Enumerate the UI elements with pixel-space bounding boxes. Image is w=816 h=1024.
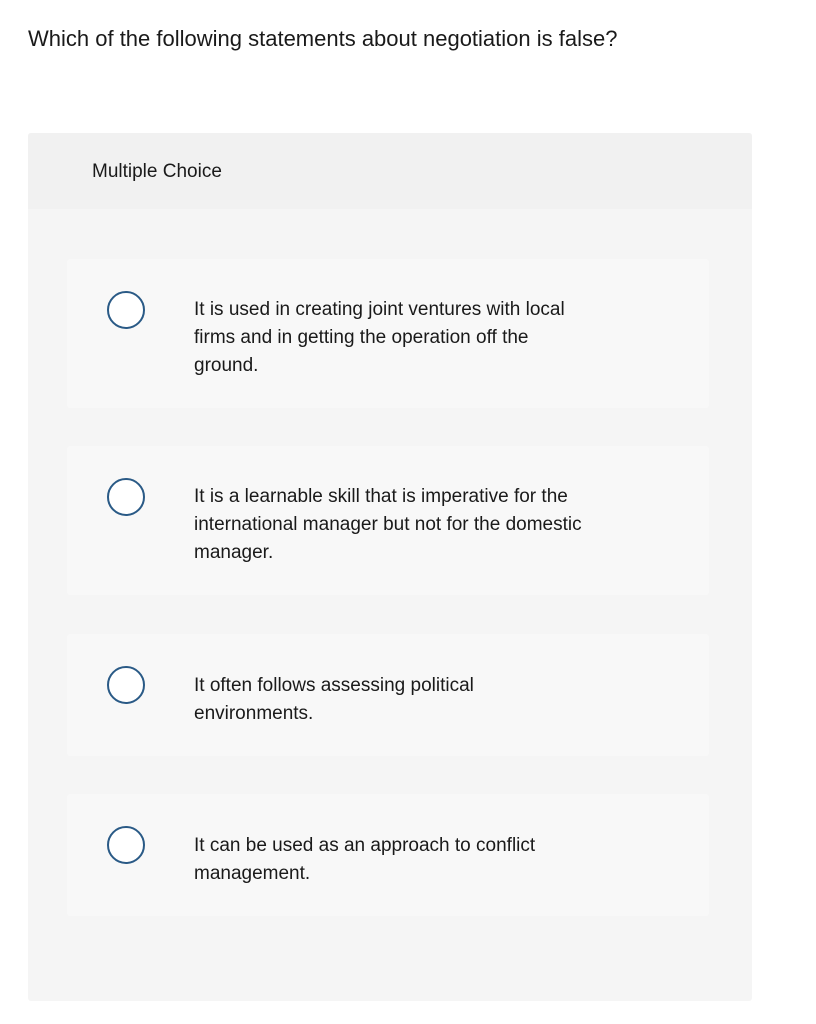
radio-unselected-icon[interactable]: [107, 826, 145, 864]
answer-option-4[interactable]: [67, 794, 709, 916]
multiple-choice-card: [28, 133, 752, 1001]
question-type-label: Multiple Choice: [92, 161, 222, 182]
card-header: [28, 133, 752, 209]
radio-unselected-icon[interactable]: [107, 478, 145, 516]
radio-unselected-icon[interactable]: [107, 291, 145, 329]
answer-option-1[interactable]: [67, 259, 709, 408]
question-text: Which of the following statements about negotiation is false?: [28, 26, 618, 51]
answer-option-text: It is used in creating joint ventures with local firms and in getting the operation off the ground.: [194, 299, 565, 376]
answer-option-text: It can be used as an approach to conflict management.: [194, 835, 536, 884]
answer-option-text: It often follows assessing political environments.: [194, 675, 474, 724]
answer-option-3[interactable]: [67, 634, 709, 756]
radio-unselected-icon[interactable]: [107, 666, 145, 704]
answer-option-2[interactable]: [67, 446, 709, 595]
answer-option-text: It is a learnable skill that is imperative for the international manager but not for the domestic manager.: [194, 486, 582, 563]
